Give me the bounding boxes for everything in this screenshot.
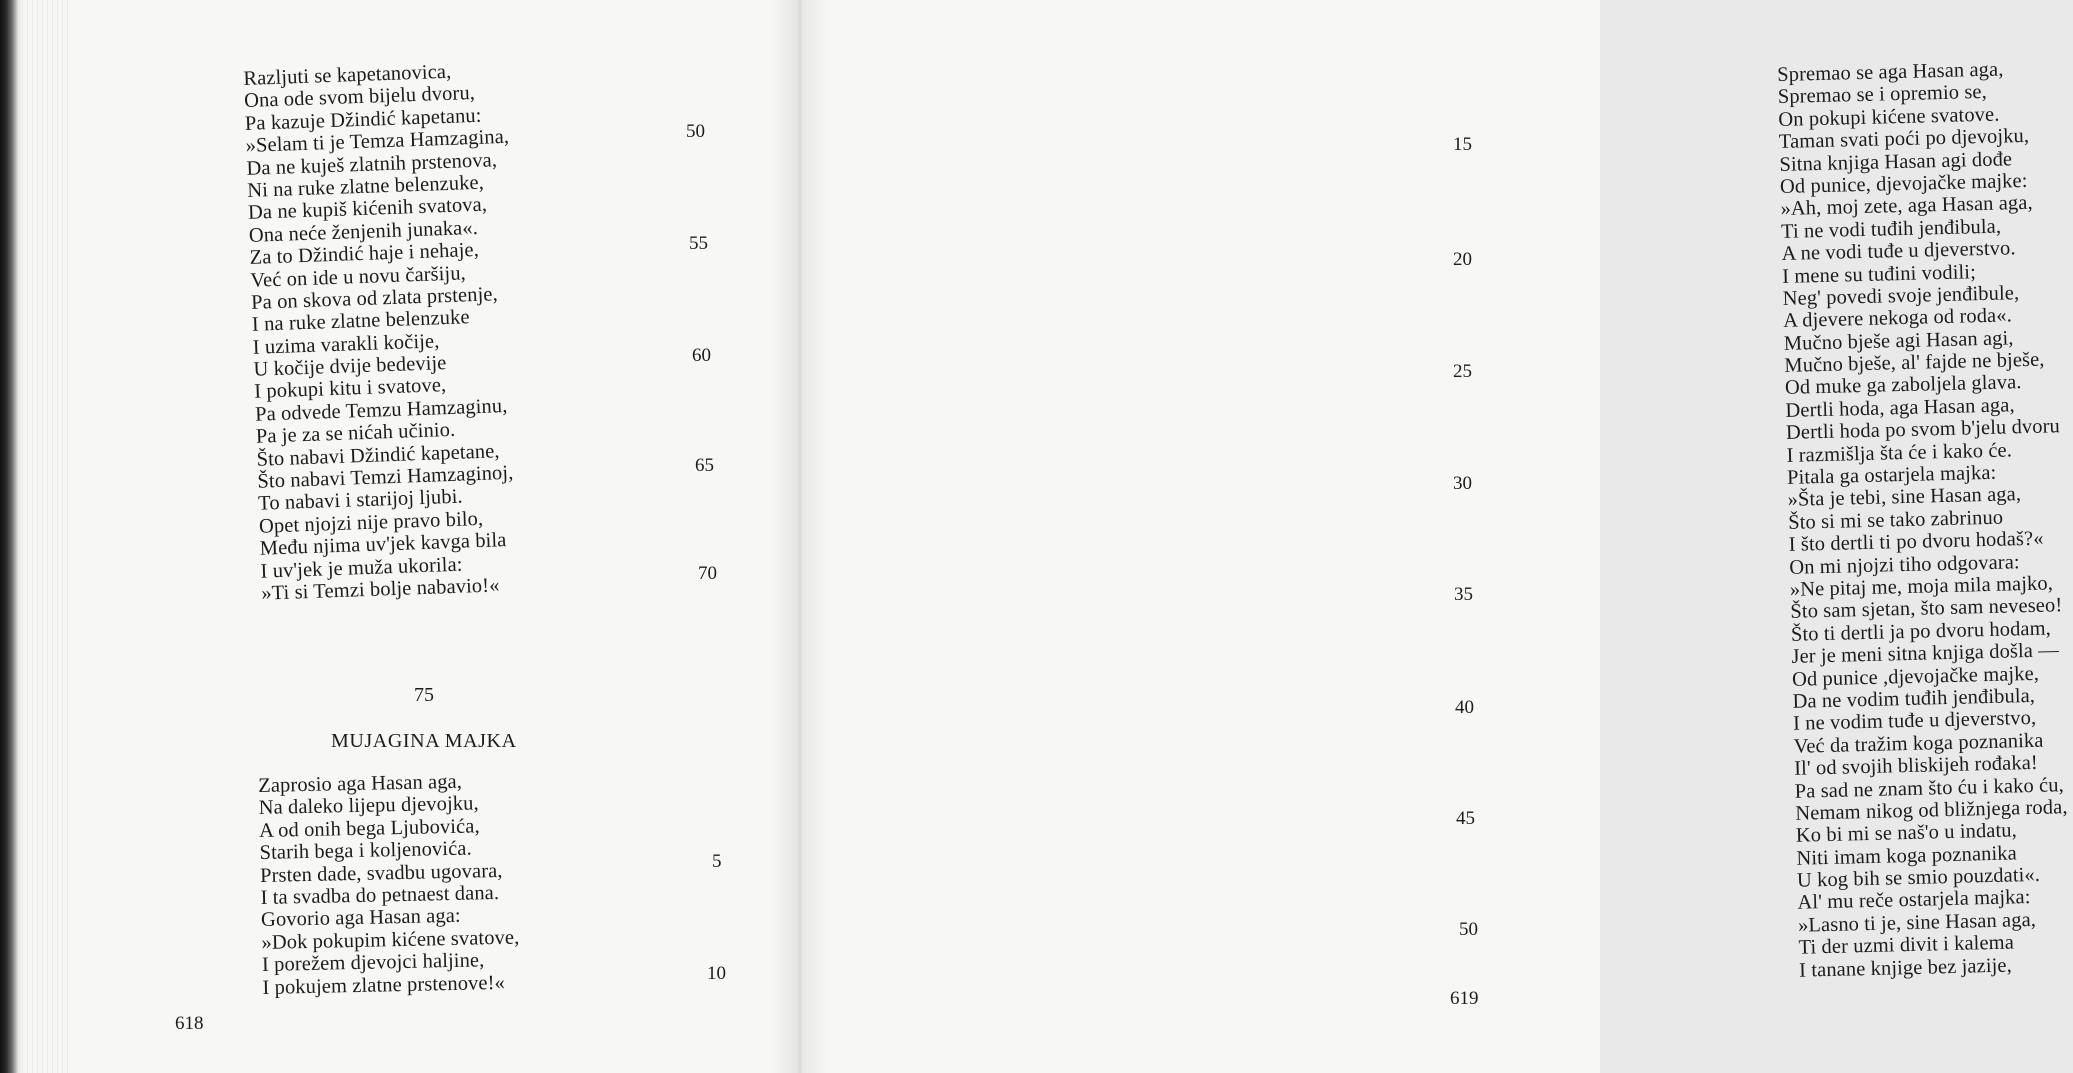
verse-line: Pa kazuje Džindić kapetanu:: [244, 104, 482, 135]
verse-line: Pitala ga ostarjela majka:: [1786, 461, 1997, 489]
poem-title: MUJAGINA MAJKA: [331, 730, 517, 752]
line-number: 65: [695, 455, 714, 476]
line-number: 70: [698, 563, 717, 584]
verse-line: Mučno bješe agi Hasan agi,: [1783, 326, 2014, 355]
verse-line: I ne vodim tuđe u djeverstvo,: [1792, 707, 2037, 736]
line-number: 50: [686, 121, 705, 142]
verse-line: I što dertli ti po dvoru hodaš?«: [1788, 527, 2044, 557]
verse-line: Od muke ga zaboljela glava.: [1784, 371, 2022, 400]
verse-line: I pokupi kitu i svatove,: [253, 374, 447, 404]
verse-line: Već da tražim koga poznanika: [1793, 729, 2044, 758]
book-binding-edge: [0, 0, 22, 1073]
verse-line: Ko bi mi se naš'o u indatu,: [1795, 819, 2018, 848]
verse-line: Ni na ruke zlatne belenzuke,: [246, 171, 485, 202]
verse-line: Mučno bješe, al' fajde ne bješe,: [1784, 348, 2045, 377]
line-number: 20: [1453, 249, 1472, 270]
verse-line: I razmišlja šta će i kako će.: [1786, 439, 2013, 467]
verse-line: Da ne kuješ zlatnih prstenova,: [246, 148, 498, 180]
line-number: 50: [1459, 919, 1478, 940]
verse-line: Što si mi se tako zabrinuo: [1787, 506, 2004, 534]
verse-line: Pa on skova od zlata prstenje,: [250, 283, 499, 314]
verse-line: Dertli hoda po svom b'jelu dvoru: [1785, 415, 2061, 445]
verse-line: Od punice, djevojačke majke:: [1779, 169, 2028, 198]
verse-line: Od punice ,djevojačke majke,: [1791, 662, 2040, 691]
verse-line: Već on ide u novu čaršiju,: [250, 261, 467, 292]
verse-line: Što ti dertli ja po dvoru hodam,: [1790, 617, 2052, 646]
verse-line: I na ruke zlatne belenzuke: [251, 306, 470, 337]
verse-line: Prsten dade, svadbu ugovara,: [259, 859, 503, 887]
verse-line: Što nabavi Džindić kapetane,: [256, 439, 500, 471]
line-number: 5: [712, 851, 722, 872]
verse-line: I porežem djevojci haljine,: [261, 949, 485, 977]
verse-line: Pa odvede Temzu Hamzaginu,: [254, 394, 508, 426]
verse-line: Spremao se aga Hasan aga,: [1777, 58, 2004, 86]
line-number: 15: [1453, 134, 1472, 155]
verse-line: Ona ode svom bijelu dvoru,: [243, 82, 476, 113]
verse-line: I pokujem zlatne prstenove!«: [262, 971, 506, 999]
verse-line: On mi njojzi tiho odgovara:: [1789, 550, 2020, 579]
verse-line: Pa sad ne znam što ću i kako ću,: [1794, 773, 2065, 803]
verse-line: »Ah, moj zete, aga Hasan aga,: [1780, 192, 2033, 221]
verse-line: U kog bih se smio pouzdati«.: [1796, 863, 2041, 892]
verse-line: I uzima varakli kočije,: [252, 330, 440, 359]
verse-line: Razljuti se kapetanovica,: [243, 60, 452, 90]
line-number: 10: [707, 963, 726, 984]
verse-line: Zaprosio aga Hasan aga,: [258, 770, 463, 797]
verse-line: Ona neće ženjenih junaka«.: [248, 216, 479, 247]
verse-line: »Šta je tebi, sine Hasan aga,: [1787, 483, 2022, 512]
verse-line: »Ti si Temzi bolje nabavio!«: [260, 574, 500, 605]
verse-line: On pokupi kićene svatove.: [1778, 103, 2000, 131]
verse-line: Sitna knjiga Hasan agi dođe: [1779, 147, 2013, 176]
verse-line: »Selam ti je Temza Hamzagina,: [245, 125, 510, 158]
verse-line: »Dok pokupim kićene svatove,: [261, 926, 520, 954]
verse-line: Neg' povedi svoje jenđibule,: [1782, 282, 2020, 310]
line-number: 45: [1456, 808, 1475, 829]
line-number: 25: [1453, 361, 1472, 382]
verse-line: Starih bega i koljenovića.: [259, 837, 472, 865]
verse-line: Il' od svojih bliskijeh rođaka!: [1793, 751, 2039, 780]
verse-line: Nemam nikog od bližnjega roda,: [1795, 796, 2068, 825]
verse-line: Jer je meni sitna knjiga došla —: [1791, 639, 2060, 668]
poem-verses-continued: [1777, 57, 2073, 981]
page-number: 618: [175, 1013, 204, 1034]
verse-line: Spremao se i opremio se,: [1777, 81, 1988, 109]
verse-line: I uv'jek je muža ukorila:: [260, 553, 463, 583]
verse-line: I tanane knjige bez jazije,: [1798, 954, 2013, 982]
line-number: 30: [1453, 473, 1472, 494]
verse-line: Niti imam koga poznanika: [1796, 842, 2018, 870]
verse-line: Dertli hoda, aga Hasan aga,: [1785, 394, 2015, 422]
verse-line: Opet njojzi nije pravo bilo,: [258, 507, 484, 538]
verse-line: Govorio aga Hasan aga:: [260, 905, 461, 932]
verse-line: Al' mu reče ostarjela majka:: [1797, 886, 2031, 915]
verse-line: Među njima uv'jek kavga bila: [259, 529, 507, 560]
verse-line: To nabavi i starijoj ljubi.: [257, 486, 464, 516]
verse-line: Taman svati poći po djevojku,: [1778, 125, 2030, 154]
line-number: 60: [692, 345, 711, 366]
verse-line: Da ne vodim tuđih jenđibula,: [1792, 684, 2036, 713]
verse-line: I mene su tuđini vodili;: [1781, 260, 1977, 288]
verse-line: Ti ne vodi tuđih jenđibula,: [1780, 215, 2002, 243]
verse-line: A djevere nekoga od roda«.: [1783, 304, 2013, 333]
verse-line: Ti der uzmi divit i kalema: [1798, 931, 2015, 959]
left-page: [0, 0, 800, 1073]
verse-line: Pa je za se nićah učinio.: [255, 419, 456, 449]
verse-line: »Ne pitaj me, moja mila majko,: [1789, 572, 2054, 601]
verse-line: A ne vodi tuđe u djeverstvo.: [1781, 237, 2016, 266]
verse-line: Da ne kupiš kićenih svatova,: [247, 193, 488, 225]
verse-line: »Lasno ti je, sine Hasan aga,: [1797, 908, 2037, 937]
page-stack-edge: [22, 0, 72, 1073]
line-number: 35: [1454, 584, 1473, 605]
line-number: 40: [1455, 697, 1474, 718]
continuation-verses: [243, 59, 525, 605]
line-number: 55: [689, 233, 708, 254]
poem-number: 75: [414, 684, 434, 706]
verse-line: U kočije dvije bedevije: [253, 352, 447, 381]
verse-line: A od onih bega Ljubovića,: [258, 815, 480, 842]
verse-line: Što nabavi Temzi Hamzaginoj,: [257, 461, 514, 493]
page-number: 619: [1450, 988, 1479, 1009]
book-gutter: [770, 0, 830, 1073]
verse-line: Što sam sjetan, što sam neveseo!: [1790, 594, 2063, 624]
verse-line: Za to Džindić haje i nehaje,: [249, 239, 480, 270]
verse-line: Na daleko lijepu djevojku,: [258, 792, 479, 820]
right-page: [800, 0, 2068, 1073]
poem-verses: [258, 770, 520, 999]
verse-line: I ta svadba do petnaest dana.: [260, 881, 500, 909]
